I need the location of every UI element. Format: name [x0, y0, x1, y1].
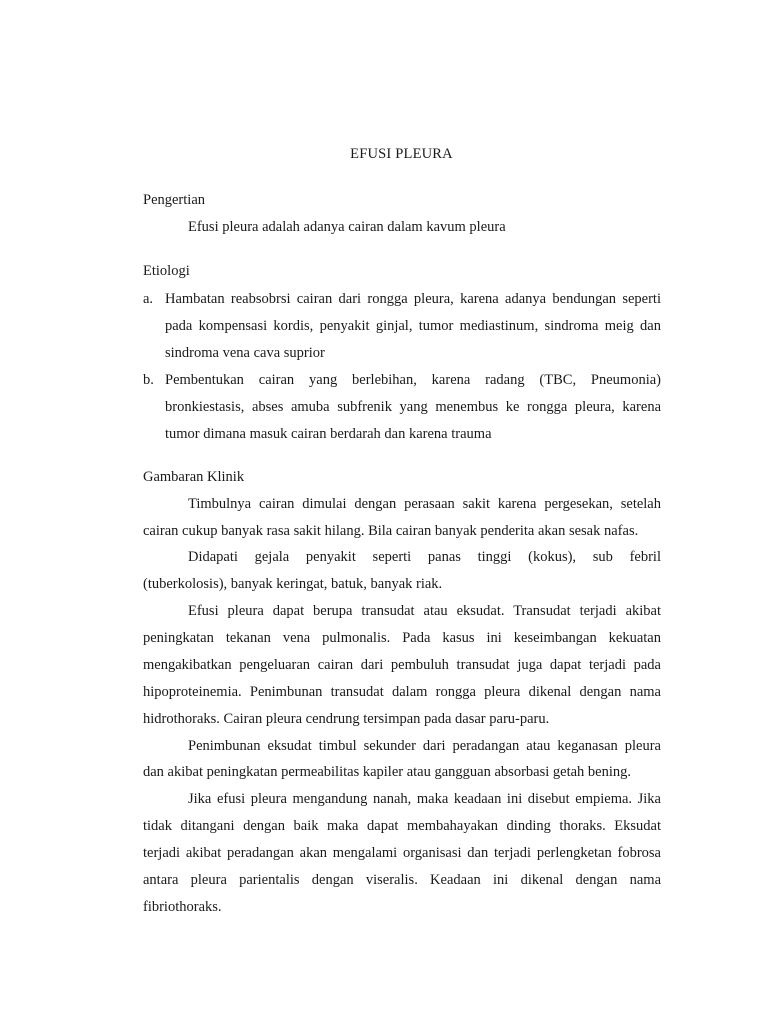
list-marker-a: a.	[143, 291, 154, 307]
klinik-line-13: tidak ditangani dengan baik maka dapat membahayakan dinding thoraks. Eksudat	[143, 818, 661, 834]
etiologi-b-line-2: bronkiestasis, abses amuba subfrenik yang menembus ke rongga pleura, karena	[165, 399, 661, 415]
section-heading-pengertian: Pengertian	[143, 192, 206, 208]
klinik-line-7: mengakibatkan pengeluaran cairan dari pembuluh transudat juga dapat terjadi pada	[143, 657, 661, 673]
klinik-line-1: Timbulnya cairan dimulai dengan perasaan sakit karena pergesekan, setelah	[188, 496, 661, 512]
klinik-line-11: dan akibat peningkatan permeabilitas kapiler atau gangguan absorbasi getah bening.	[143, 764, 631, 780]
pengertian-text: Efusi pleura adalah adanya cairan dalam kavum pleura	[188, 219, 506, 235]
klinik-line-3: Didapati gejala penyakit seperti panas tinggi (kokus), sub febril	[188, 549, 661, 565]
klinik-line-15: antara pleura parientalis dengan viseralis. Keadaan ini dikenal dengan nama	[143, 872, 661, 888]
etiologi-b-line-1: Pembentukan cairan yang berlebihan, karena radang (TBC, Pneumonia)	[165, 372, 661, 388]
klinik-line-2: cairan cukup banyak rasa sakit hilang. Bila cairan banyak penderita akan sesak nafas.	[143, 523, 639, 539]
klinik-line-5: Efusi pleura dapat berupa transudat atau eksudat. Transudat terjadi akibat	[188, 603, 661, 619]
etiologi-a-line-2: pada kompensasi kordis, penyakit ginjal, tumor mediastinum, sindroma meig dan	[165, 318, 661, 334]
document-title: EFUSI PLEURA	[350, 146, 453, 162]
klinik-line-8: hipoproteinemia. Penimbunan transudat dalam rongga pleura dikenal dengan nama	[143, 684, 661, 700]
etiologi-a-line-1: Hambatan reabsobrsi cairan dari rongga pleura, karena adanya bendungan seperti	[165, 291, 661, 307]
klinik-line-4: (tuberkolosis), banyak keringat, batuk, banyak riak.	[143, 576, 443, 592]
section-heading-gambaran-klinik: Gambaran Klinik	[143, 469, 245, 485]
list-marker-b: b.	[143, 372, 154, 388]
klinik-line-9: hidrothoraks. Cairan pleura cendrung tersimpan pada dasar paru-paru.	[143, 711, 550, 727]
klinik-line-16: fibriothoraks.	[143, 899, 222, 915]
etiologi-b-line-3: tumor dimana masuk cairan berdarah dan karena trauma	[165, 426, 492, 442]
section-heading-etiologi: Etiologi	[143, 263, 190, 279]
klinik-line-12: Jika efusi pleura mengandung nanah, maka keadaan ini disebut empiema. Jika	[188, 791, 661, 807]
etiologi-a-line-3: sindroma vena cava suprior	[165, 345, 325, 361]
klinik-line-6: peningkatan tekanan vena pulmonalis. Pada kasus ini keseimbangan kekuatan	[143, 630, 661, 646]
klinik-line-14: terjadi akibat peradangan akan mengalami organisasi dan terjadi perlengketan fobrosa	[143, 845, 661, 861]
klinik-line-10: Penimbunan eksudat timbul sekunder dari peradangan atau keganasan pleura	[188, 738, 661, 754]
